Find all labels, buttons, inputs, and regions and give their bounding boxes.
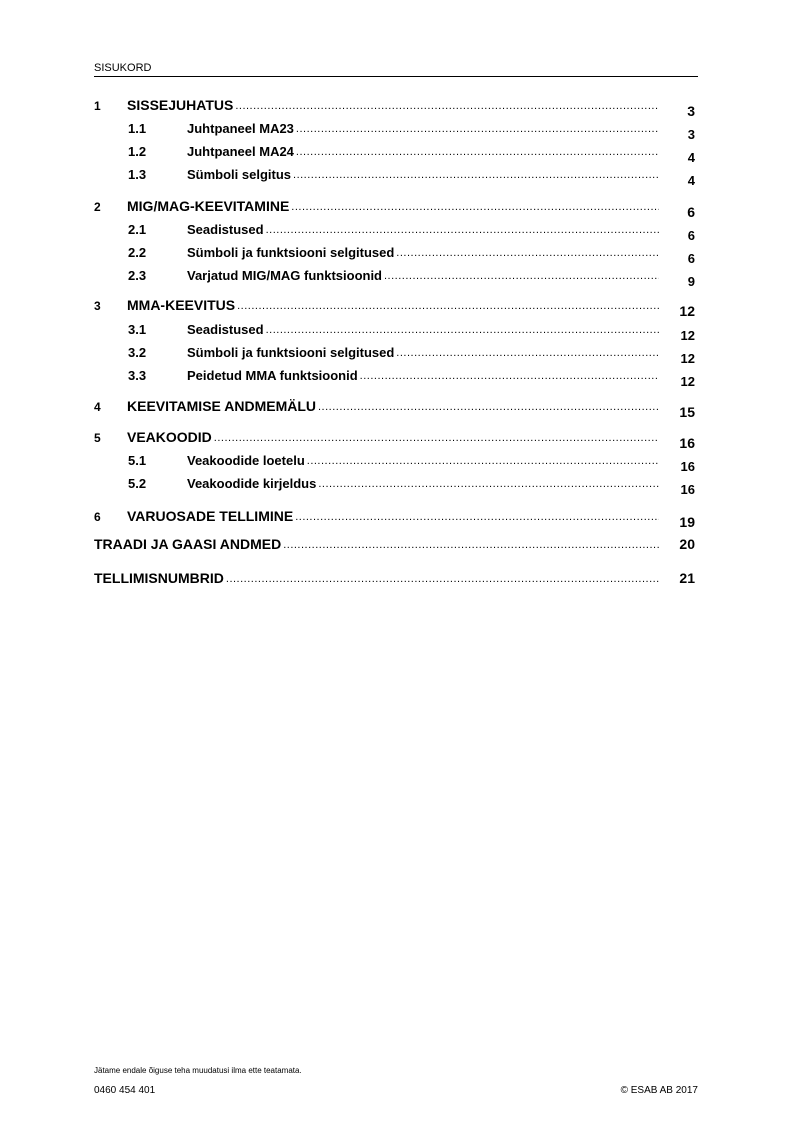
toc-dot-leader	[318, 402, 659, 414]
toc-entry-number: 2.3	[128, 268, 147, 283]
toc-entry-title-wrap	[127, 429, 659, 445]
toc-dot-leader	[318, 479, 659, 491]
toc-entry-number: 5	[94, 431, 101, 445]
toc-entry-title-wrap	[187, 245, 659, 260]
toc-entry-page: 12	[680, 351, 695, 366]
toc-entry-number: 6	[94, 510, 101, 524]
toc-entry[interactable]	[94, 427, 695, 451]
toc-dot-leader	[226, 574, 659, 586]
toc-entry-number: 1.1	[128, 121, 147, 136]
toc-entry[interactable]	[94, 342, 695, 366]
toc-entry-title: KEEVITAMISE ANDMEMÄLU	[127, 398, 316, 414]
toc-entry-page: 6	[687, 251, 695, 266]
toc-entry-number: 2.2	[128, 245, 147, 260]
toc-dot-leader	[384, 271, 659, 283]
toc-entry-number: 2.1	[128, 222, 147, 237]
toc-entry-number: 3	[94, 299, 101, 313]
toc-entry[interactable]	[94, 365, 695, 389]
toc-entry-title-wrap	[187, 345, 659, 360]
toc-entry-title-wrap	[127, 398, 659, 414]
toc-entry-number: 3.1	[128, 322, 147, 337]
toc-entry-title: Sümboli ja funktsiooni selgitused	[187, 345, 395, 360]
toc-dot-leader	[307, 456, 659, 468]
toc-entry-title: Juhtpaneel MA24	[187, 144, 294, 159]
toc-entry-title: Varjatud MIG/MAG funktsioonid	[187, 268, 382, 283]
toc-entry[interactable]	[94, 295, 695, 319]
toc-dot-leader	[291, 202, 659, 214]
toc-dot-leader	[295, 512, 659, 524]
toc-entry-page: 19	[679, 514, 695, 530]
toc-dot-leader	[360, 371, 659, 383]
toc-entry[interactable]	[94, 396, 695, 420]
toc-entry-title-wrap	[187, 167, 659, 182]
toc-entry-title-wrap	[187, 144, 659, 159]
toc-entry-number: 3.3	[128, 368, 147, 383]
toc-entry-title: TELLIMISNUMBRID	[94, 570, 224, 586]
toc-dot-leader	[296, 124, 659, 136]
footer-document-number: 0460 454 401	[94, 1085, 156, 1096]
toc-entry-page: 15	[679, 404, 695, 420]
toc-entry[interactable]	[94, 95, 695, 119]
toc-entry-title: Veakoodide kirjeldus	[187, 476, 317, 491]
toc-entry[interactable]	[94, 473, 695, 497]
toc-entry-number: 3.2	[128, 345, 147, 360]
toc-entry-page: 20	[679, 536, 695, 552]
toc-entry-title-wrap	[94, 536, 659, 552]
toc-entry-number: 1.2	[128, 144, 147, 159]
toc-entry-title: Seadistused	[187, 222, 264, 237]
toc-entry-title-wrap	[187, 453, 659, 468]
toc-entry-title-wrap	[187, 322, 659, 337]
toc-entry[interactable]	[94, 506, 695, 530]
toc-entry-page: 16	[680, 459, 695, 474]
toc-entry[interactable]	[94, 242, 695, 266]
toc-dot-leader	[396, 248, 659, 260]
toc-dot-leader	[235, 101, 659, 113]
toc-entry-number: 5.2	[128, 476, 147, 491]
toc-entry-page: 3	[687, 103, 695, 119]
toc-entry[interactable]	[94, 141, 695, 165]
toc-entry[interactable]	[94, 534, 695, 554]
toc-entry-title: Seadistused	[187, 322, 264, 337]
toc-entry-page: 4	[687, 173, 695, 188]
toc-entry-title: VARUOSADE TELLIMINE	[127, 508, 294, 524]
toc-dot-leader	[266, 325, 659, 337]
toc-entry-number: 1	[94, 99, 101, 113]
toc-entry-page: 21	[679, 570, 695, 586]
toc-entry-title-wrap	[187, 476, 659, 491]
toc-entry-title: MIG/MAG-KEEVITAMINE	[127, 198, 290, 214]
toc-entry-page: 16	[679, 435, 695, 451]
toc-dot-leader	[396, 348, 659, 360]
toc-entry-title: MMA-KEEVITUS	[127, 297, 236, 313]
toc-entry-page: 4	[687, 150, 695, 165]
toc-entry-page: 6	[687, 204, 695, 220]
toc-entry[interactable]	[94, 265, 695, 289]
toc-dot-leader	[296, 147, 659, 159]
toc-entry-page: 12	[680, 328, 695, 343]
toc-entry-title: Juhtpaneel MA23	[187, 121, 294, 136]
toc-entry-number: 5.1	[128, 453, 147, 468]
toc-entry-title: Sümboli selgitus	[187, 167, 292, 182]
toc-entry-page: 12	[679, 303, 695, 319]
toc-entry-title-wrap	[127, 198, 659, 214]
toc-entry-title-wrap	[127, 508, 659, 524]
toc-entry-number: 4	[94, 400, 101, 414]
toc-entry-page: 9	[687, 274, 695, 289]
toc-entry-title: Peidetud MMA funktsioonid	[187, 368, 358, 383]
toc-entry-title-wrap	[187, 121, 659, 136]
footer-copyright: © ESAB AB 2017	[620, 1085, 698, 1096]
toc-entry[interactable]	[94, 450, 695, 474]
toc-entry-title: SISSEJUHATUS	[127, 97, 234, 113]
toc-entry-title-wrap	[187, 268, 659, 283]
toc-dot-leader	[293, 170, 659, 182]
toc-entry-title-wrap	[94, 570, 659, 586]
toc-entry-page: 3	[687, 127, 695, 142]
toc-entry[interactable]	[94, 319, 695, 343]
toc-entry-title-wrap	[127, 97, 659, 113]
toc-entry-number: 1.3	[128, 167, 147, 182]
toc-entry-title-wrap	[187, 368, 659, 383]
toc-dot-leader	[266, 225, 659, 237]
toc-entry-title: Veakoodide loetelu	[187, 453, 305, 468]
toc-entry-title: Sümboli ja funktsiooni selgitused	[187, 245, 395, 260]
toc-entry-title-wrap	[187, 222, 659, 237]
toc-entry[interactable]	[94, 568, 695, 588]
toc-dot-leader	[283, 540, 659, 552]
toc-entry[interactable]	[94, 196, 695, 220]
toc-entry-title-wrap	[127, 297, 659, 313]
toc-entry-title: TRAADI JA GAASI ANDMED	[94, 536, 282, 552]
toc-entry[interactable]	[94, 219, 695, 243]
toc-entry-number: 2	[94, 200, 101, 214]
toc-dot-leader	[237, 301, 659, 313]
toc-dot-leader	[214, 433, 659, 445]
footer-disclaimer: Jätame endale õiguse teha muudatusi ilma ette teatamata.	[94, 1066, 302, 1075]
page-header: SISUKORD	[94, 62, 698, 77]
toc-entry-page: 6	[687, 228, 695, 243]
toc-entry[interactable]	[94, 164, 695, 188]
toc-entry-page: 16	[680, 482, 695, 497]
toc-entry-page: 12	[680, 374, 695, 389]
toc-entry-title: VEAKOODID	[127, 429, 212, 445]
toc-entry[interactable]	[94, 118, 695, 142]
